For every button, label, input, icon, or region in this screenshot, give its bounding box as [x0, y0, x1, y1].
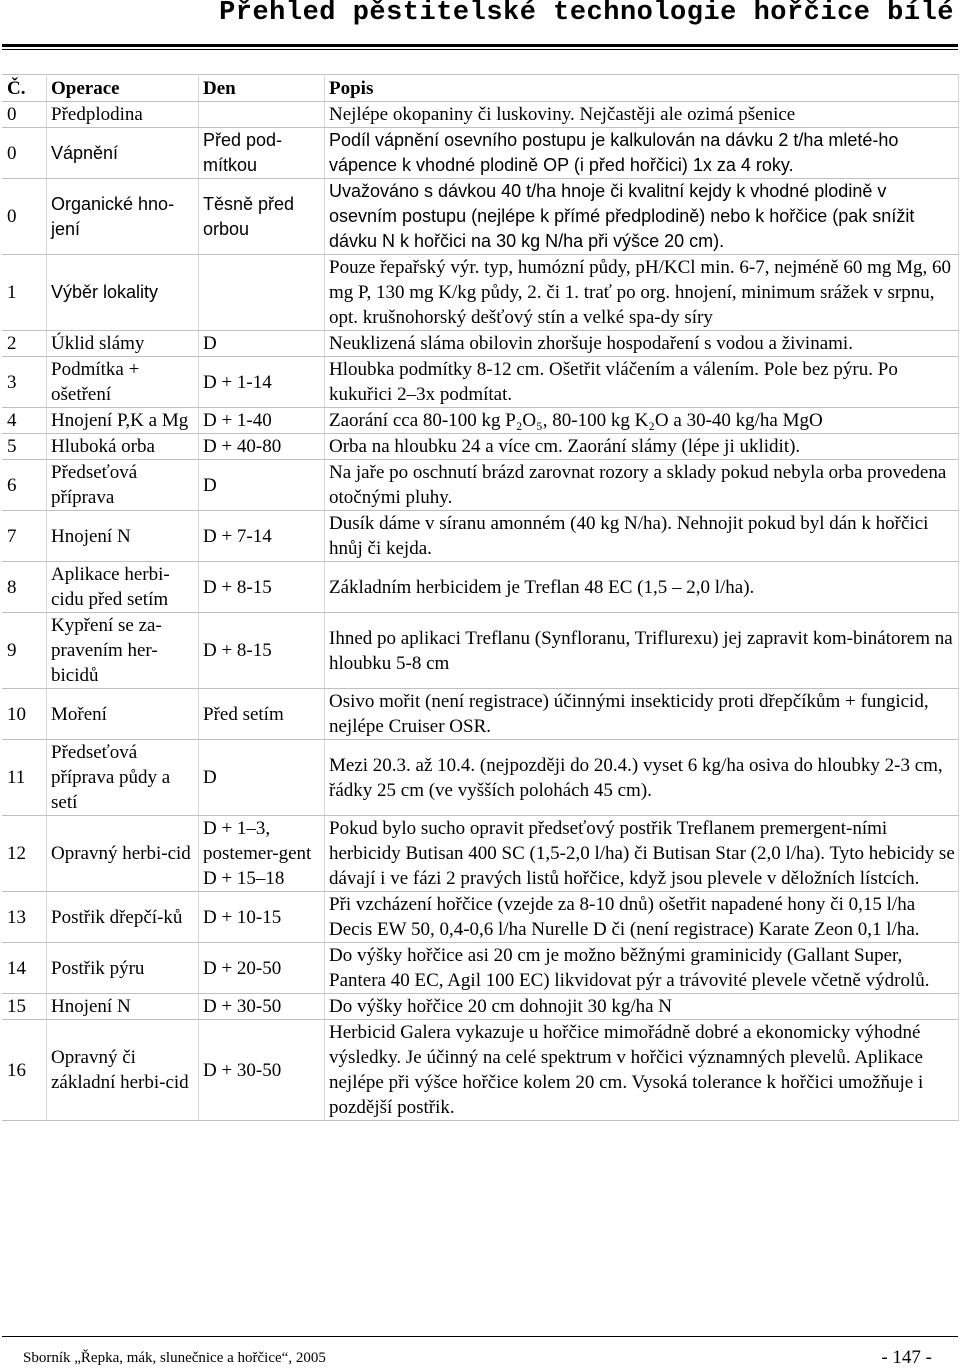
table-row: [3, 128, 959, 179]
row-operation: Postřik dřepčí-ků: [47, 892, 199, 943]
row-operation: Kypření se za-pravením her-bicidů: [47, 613, 199, 689]
table-row: [3, 816, 959, 892]
row-operation: Předseťová příprava: [47, 460, 199, 511]
row-number: 13: [3, 892, 47, 943]
row-description: Hloubka podmítky 8-12 cm. Ošetřit vláčením a válením. Pole bez pýru. Po kukuřici 2–3x podmítat.: [325, 357, 959, 408]
table-row: [3, 255, 959, 331]
row-description: Podíl vápnění osevního postupu je kalkulován na dávku 2 t/ha mleté-ho vápence k vhodné plodině OP (i před hořčici) 1x za 4 roky.: [325, 128, 959, 179]
row-number: 5: [3, 434, 47, 460]
row-description: Na jaře po oschnutí brázd zarovnat rozory a sklady pokud nebyla orba provedena otočnými pluhy.: [325, 460, 959, 511]
row-operation: Opravný či základní herbi-cid: [47, 1020, 199, 1121]
row-number: 1: [3, 255, 47, 331]
row-description: Ihned po aplikaci Treflanu (Synfloranu, Triflurexu) jej zapravit kom-binátorem na hloubku 5-8 cm: [325, 613, 959, 689]
row-operation: Hnojení P,K a Mg: [47, 408, 199, 434]
row-day: D + 30-50: [199, 1020, 325, 1121]
row-number: 7: [3, 511, 47, 562]
row-day: Těsně před orbou: [199, 179, 325, 255]
header-number: Č.: [3, 75, 47, 102]
footer-source: Sborník „Řepka, mák, slunečnice a hořčice“, 2005: [23, 1350, 326, 1366]
footer-rule: [2, 1336, 958, 1337]
row-number: 6: [3, 460, 47, 511]
table-row: [3, 1020, 959, 1121]
row-day: D + 1-14: [199, 357, 325, 408]
table-row: [3, 434, 959, 460]
table-row: [3, 740, 959, 816]
row-day: D: [199, 740, 325, 816]
row-description: Dusík dáme v síranu amonném (40 kg N/ha). Nehnojit pokud byl dán k hořčici hnůj či kejda.: [325, 511, 959, 562]
row-operation: Organické hno-jení: [47, 179, 199, 255]
page-title: Přehled pěstitelské technologie hořčice bílé: [219, 0, 954, 28]
row-number: 9: [3, 613, 47, 689]
row-day: D: [199, 460, 325, 511]
row-operation: Vápnění: [47, 128, 199, 179]
header-day: Den: [199, 75, 325, 102]
table-row: [3, 331, 959, 357]
row-number: 0: [3, 179, 47, 255]
row-operation: Předplodina: [47, 102, 199, 128]
table-row: [3, 179, 959, 255]
row-day: D + 7-14: [199, 511, 325, 562]
table-row: [3, 994, 959, 1020]
page-number: - 147 -: [881, 1347, 932, 1368]
row-number: 11: [3, 740, 47, 816]
row-day: D + 40-80: [199, 434, 325, 460]
table-row: [3, 102, 959, 128]
row-description: Pouze řepařský výr. typ, humózní půdy, pH/KCl min. 6-7, nejméně 60 mg Mg, 60 mg P, 130 mg K/kg půdy, 2. či 1. trať po org. hnojení, minimum srážek v srpnu, opt. krušnohorský dešťový stín a velké spa-dy síry: [325, 255, 959, 331]
row-day: D + 10-15: [199, 892, 325, 943]
row-day: D + 20-50: [199, 943, 325, 994]
table-row: [3, 460, 959, 511]
row-description: Mezi 20.3. až 10.4. (nejpozději do 20.4.) vyset 6 kg/ha osiva do hloubky 2-3 cm, řádky 25 cm (ve vyšších polohách 45 cm).: [325, 740, 959, 816]
row-operation: Výběr lokality: [47, 255, 199, 331]
row-number: 0: [3, 102, 47, 128]
table-row: [3, 511, 959, 562]
table-row: [3, 689, 959, 740]
row-operation: Postřik pýru: [47, 943, 199, 994]
title-rule: [2, 44, 958, 50]
table-row: [3, 943, 959, 994]
row-day: D + 8-15: [199, 562, 325, 613]
row-description: Nejlépe okopaniny či luskoviny. Nejčastěji ale ozimá pšenice: [325, 102, 959, 128]
row-day: D + 30-50: [199, 994, 325, 1020]
row-number: 3: [3, 357, 47, 408]
row-operation: Hluboká orba: [47, 434, 199, 460]
row-number: 2: [3, 331, 47, 357]
row-number: 14: [3, 943, 47, 994]
table-row: [3, 357, 959, 408]
row-operation: Podmítka + ošetření: [47, 357, 199, 408]
row-description: Osivo mořit (není registrace) účinnými insekticidy proti dřepčíkům + fungicid, nejlépe Cruiser OSR.: [325, 689, 959, 740]
row-description: Herbicid Galera vykazuje u hořčice mimořádně dobré a ekonomicky výhodné výsledky. Je účinný na celé spektrum v hořčici významných plevelů. Aplikace nejlépe při výšce hořčice kolem 20 cm. Vysoká tolerance k hořčici umožňuje i pozdější postřik.: [325, 1020, 959, 1121]
row-number: 16: [3, 1020, 47, 1121]
row-description: Orba na hloubku 24 a více cm. Zaorání slámy (lépe ji uklidit).: [325, 434, 959, 460]
row-operation: Opravný herbi-cid: [47, 816, 199, 892]
row-operation: Hnojení N: [47, 511, 199, 562]
row-day: Před setím: [199, 689, 325, 740]
row-description: Uvažováno s dávkou 40 t/ha hnoje či kvalitní kejdy k vhodné plodině v osevním postupu (nejlépe k přímé předplodině) nebo k hořčice (pak snížit dávku N k hořčici na 30 kg N/ha při výšce 20 cm).: [325, 179, 959, 255]
row-operation: Moření: [47, 689, 199, 740]
table-header-row: [3, 75, 959, 102]
row-day: [199, 255, 325, 331]
row-operation: Aplikace herbi-cidu před setím: [47, 562, 199, 613]
row-description: Do výšky hořčice 20 cm dohnojit 30 kg/ha N: [325, 994, 959, 1020]
row-day: Před pod-mítkou: [199, 128, 325, 179]
row-number: 0: [3, 128, 47, 179]
header-description: Popis: [325, 75, 959, 102]
row-operation: Úklid slámy: [47, 331, 199, 357]
technology-table: [2, 74, 959, 1121]
row-number: 12: [3, 816, 47, 892]
row-description: Do výšky hořčice asi 20 cm je možno běžnými graminicidy (Gallant Super, Pantera 40 EC, Agil 100 EC) likvidovat pýr a trávovité plevele včetně výdrolů.: [325, 943, 959, 994]
row-description: Základním herbicidem je Treflan 48 EC (1,5 – 2,0 l/ha).: [325, 562, 959, 613]
row-number: 15: [3, 994, 47, 1020]
row-description: Zaorání cca 80-100 kg P₂O₅, 80-100 kg K₂O a 30-40 kg/ha MgO: [325, 408, 959, 434]
header-operation: Operace: [47, 75, 199, 102]
table-row: [3, 613, 959, 689]
row-day: D + 1–3, postemer-gent D + 15–18: [199, 816, 325, 892]
row-operation: Předseťová příprava půdy a setí: [47, 740, 199, 816]
row-description: Pokud bylo sucho opravit předseťový postřik Treflanem premergent-ními herbicidy Butisan 400 SC (1,5-2,0 l/ha) či Butisan Star (2,0 l/ha). Tyto hebicidy se dávají i ve fázi 2 pravých listů hořčice, když jsou plevele v děložních lístcích.: [325, 816, 959, 892]
table-row: [3, 562, 959, 613]
table-row: [3, 892, 959, 943]
row-description: Při vzcházení hořčice (vzejde za 8-10 dnů) ošetřit napadené hony či 0,15 l/ha Decis EW 50, 0,4-0,6 l/ha Nurelle D či (není registrace) Karate Zeon 0,1 l/ha.: [325, 892, 959, 943]
table-row: [3, 408, 959, 434]
row-operation: Hnojení N: [47, 994, 199, 1020]
row-day: D: [199, 331, 325, 357]
row-day: D + 1-40: [199, 408, 325, 434]
row-day: [199, 102, 325, 128]
row-day: D + 8-15: [199, 613, 325, 689]
row-number: 8: [3, 562, 47, 613]
row-number: 4: [3, 408, 47, 434]
row-description: Neuklizená sláma obilovin zhoršuje hospodaření s vodou a živinami.: [325, 331, 959, 357]
row-number: 10: [3, 689, 47, 740]
